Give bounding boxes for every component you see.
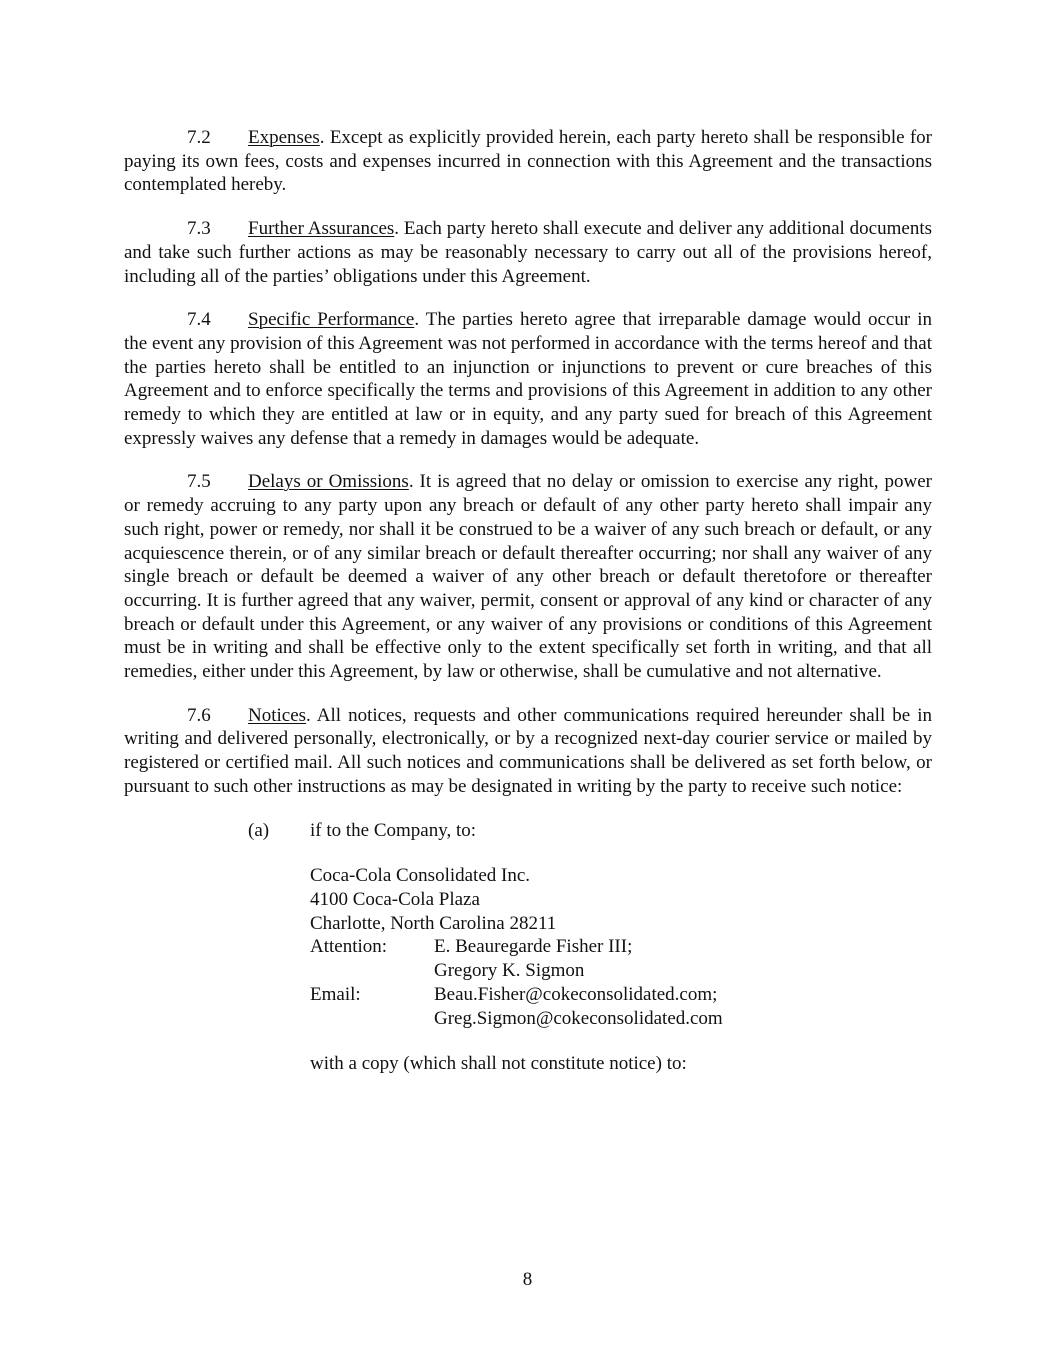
attention-label: Attention: [310, 936, 388, 958]
section-heading: Further Assurances [248, 218, 395, 240]
notice-item-a [248, 819, 932, 843]
section-number: 7.6 [187, 704, 211, 726]
email-address: Beau.Fisher@cokeconsolidated.com; [434, 983, 718, 1005]
item-text: if to the Company, to: [310, 819, 477, 841]
section-7-5 [124, 470, 932, 683]
section-text: . Except as explicitly provided herein, each party hereto shall be responsible for paying its own fees, costs and expenses incurred in connection with this Agreement and the transactions contemplated hereby. [124, 127, 932, 196]
company-name: Coca-Cola Consolidated Inc. [310, 865, 531, 887]
section-number: 7.2 [187, 127, 211, 148]
section-7-3 [124, 217, 932, 288]
section-text: . All notices, requests and other communications required hereunder shall be in writing and delivered personally, electronically, or by a recognized next-day courier service or mailed by registered or certified mail. All such notices and communications shall be delivered as set forth below, or pursuant to such other instructions as may be designated in writing by the party to receive such notice: [124, 704, 932, 797]
copy-notice-line: with a copy (which shall not constitute notice) to: [310, 1053, 687, 1075]
attention-row [310, 935, 932, 982]
item-label: (a) [248, 819, 270, 841]
section-7-2 [124, 126, 932, 197]
section-number: 7.4 [187, 309, 211, 331]
section-number: 7.3 [187, 218, 211, 240]
email-label: Email: [310, 983, 361, 1005]
section-heading: Notices [248, 704, 307, 726]
section-heading: Delays or Omissions [248, 471, 409, 493]
email-address: Greg.Sigmon@cokeconsolidated.com [434, 1007, 723, 1029]
section-7-6 [124, 704, 932, 799]
section-heading: Specific Performance [248, 309, 415, 331]
city-state-zip: Charlotte, North Carolina 28211 [310, 912, 557, 934]
section-number: 7.5 [187, 471, 211, 493]
street-address: 4100 Coca-Cola Plaza [310, 888, 480, 910]
section-text: . It is agreed that no delay or omission to exercise any right, power or remedy accruing to any party upon any breach or default of any other party hereto shall impair any such right, power or remedy, nor shall it be construed to be a waiver of any such breach or default, or any acquiescence therein, or of any similar breach or default thereafter occurring; nor shall any waiver of any single breach or default be deemed a waiver of any other breach or default theretofore or thereafter occurring. It is further agreed that any waiver, permit, consent or approval of any kind or character of any breach or default under this Agreement, or any waiver of any provisions or conditions of this Agreement must be in writing and shall be effective only to the extent specifically set forth in writing, and that all remedies, either under this Agreement, by law or otherwise, shall be cumulative and not alternative. [124, 471, 932, 683]
company-address-block [310, 864, 932, 1030]
email-row [310, 983, 932, 1030]
attention-name: Gregory K. Sigmon [434, 960, 585, 982]
document-page [124, 126, 932, 1076]
section-7-4 [124, 308, 932, 450]
page-number: 8 [522, 1269, 533, 1290]
section-heading: Expenses [248, 127, 320, 148]
section-text: . The parties hereto agree that irreparable damage would occur in the event any provision of this Agreement was not performed in accordance with the terms hereof and that the parties hereto shall be entitled to an injunction or injunctions to prevent or cure breaches of this Agreement and to enforce specifically the terms and provisions of this Agreement in addition to any other remedy to which they are entitled at law or in equity, and any party sued for breach of this Agreement expressly waives any defense that a remedy in damages would be adequate. [124, 309, 932, 449]
attention-name: E. Beauregarde Fisher III; [434, 936, 633, 958]
section-text: . Each party hereto shall execute and deliver any additional documents and take such further actions as may be reasonably necessary to carry out all of the provisions hereof, including all of the parties’ obligations under this Agreement. [124, 218, 932, 287]
